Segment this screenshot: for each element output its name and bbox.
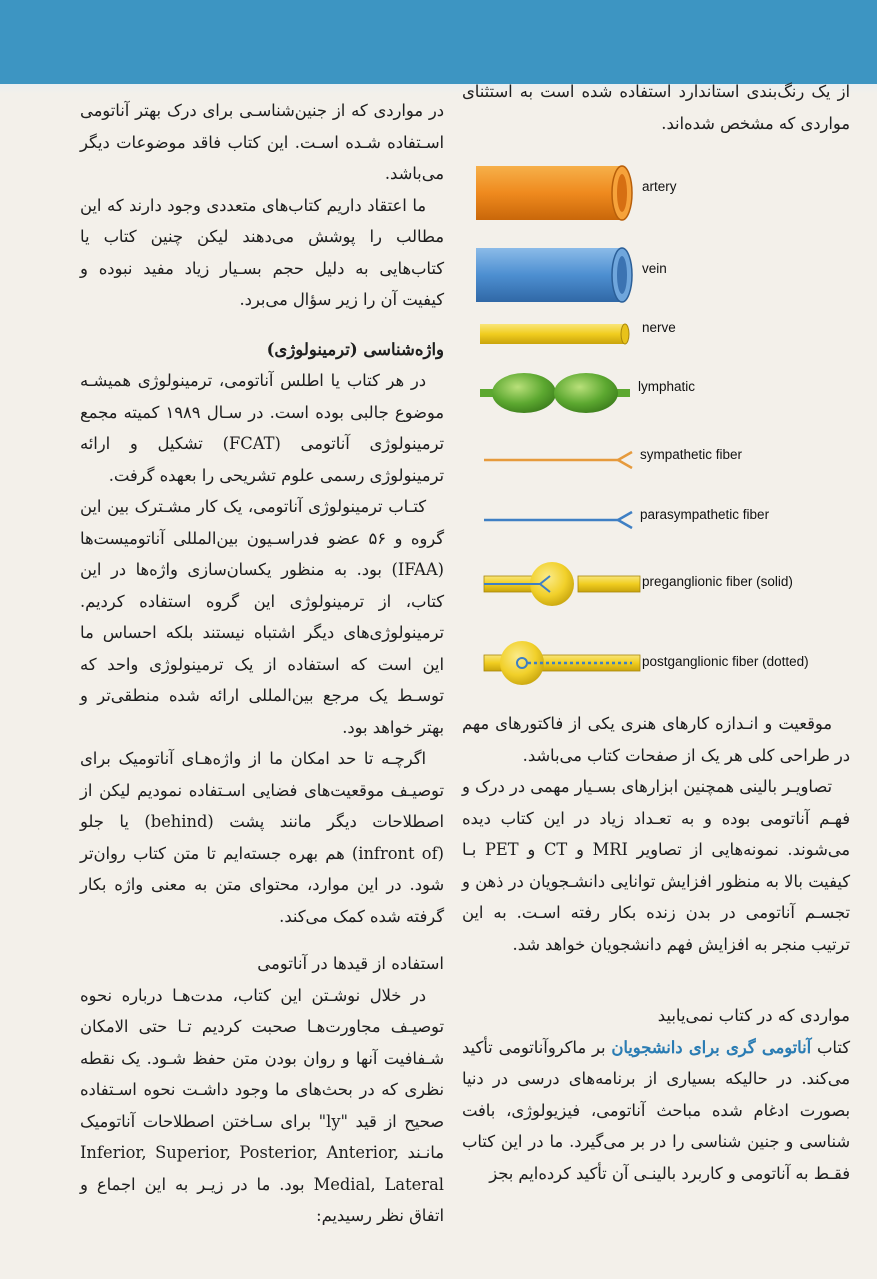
nerve-tube-icon: [478, 322, 638, 348]
book-title-highlight: آناتومی گری برای دانشجویان: [611, 1037, 812, 1057]
imaging-paragraph: تصاویـر بالینی همچنین ابزارهای بسـیار مهمی در درک و فهـم آناتومی بوده و به تعـداد زیاد در این کتاب دیده می‌شوند. نمونه‌هایی از تصاویر MRI و CT و PET بـا کیفیت بالا به منظور افزایش توانایی دانشـجویان در ذهن و تجسـم آناتومی در بدن زنده بکار رفته اسـت. به این ترتیب منجر به افزایش فهم دانشجویان خواهد شد.: [462, 777, 850, 954]
belief-paragraph: ما اعتقاد داریم کتاب‌های متعددی وجود دارند که این مطالب را پوشش می‌دهند لیکن چنین کتاب یا کتاب‌هایی به دلیل حجم بسـیار زیاد مفید نبوده و کیفیت آن را زیر سؤال می‌برد.: [80, 195, 444, 309]
qualifiers-heading: استفاده از قیدها در آناتومی: [257, 954, 444, 973]
terminology-paragraph-1: در هر کتاب یا اطلس آناتومی، ترمینولوژی همیشـه موضوع جالبی بوده است. در سـال ۱۹۸۹ کمیته مجمع ترمینولوژی آناتومی (FCAT) تشکیل و ارائه ترمینولوژی رسمی علوم تشریحی را بعهده گرفت.: [80, 371, 445, 485]
right-column: [462, 76, 850, 139]
missing-heading: مواردی که در کتاب نمی‌یابید: [657, 1006, 850, 1025]
legend-label-preganglionic: preganglionic fiber (solid): [642, 574, 793, 589]
book-rest: بر ماکروآناتومی تأکید می‌کند. در حالیکه بسیاری از برنامه‌های درسی در دنیا بصورت ادغام شده مباحث آناتومی، فیزیولوژی، بافت شناسی و جنین شناسی را در بر می‌گیرد. ما در این کتاب فقـط به آناتومی و کاربرد بالینـی آن تأکید کرده‌ایم بجز: [462, 1037, 850, 1183]
artery-tube-icon: [474, 164, 634, 224]
left-column: [80, 95, 444, 1232]
parasympathetic-fiber-icon: [482, 508, 642, 532]
legend-label-postganglionic: postganglionic fiber (dotted): [642, 654, 809, 669]
terminology-heading: واژه‌شناسی (ترمینولوژی): [266, 339, 444, 359]
legend-label-artery: artery: [642, 179, 677, 194]
structure-color-legend: [462, 146, 854, 706]
book-prefix: کتاب: [817, 1037, 850, 1057]
legend-label-lymphatic: lymphatic: [638, 379, 696, 394]
layout-paragraph: موقعیت و انـدازه کارهای هنری یکی از فاکتورهای مهم در طراحی کلی هر یک از صفحات کتاب می‌باشد.: [462, 714, 850, 765]
terminology-paragraph-2: کتـاب ترمینولوژی آناتومی، یک کار مشـترک بین این گروه و ۵۶ عضو فدراسـیون بین‌المللی آناتومیست‌ها (IFAA) بود. به منظور یکسان‌سازی واژه‌ها در این کتاب، از ترمینولوژی این گروه استفاده کردیم. ترمینولوژی‌های دیگر اشتباه نیستند بلکه احساس ما این است که استفاده از یک ترمینولوژی واحد که توسـط یک مرجع بین‌المللی ارائه شده منطقی‌تر و بهتر خواهد بود.: [80, 497, 444, 737]
book-paragraph: [462, 1032, 850, 1190]
sympathetic-fiber-icon: [482, 446, 642, 470]
page-header-band: [0, 0, 877, 88]
terminology-paragraph-3: اگرچـه تا حد امکان ما از واژه‌هـای آناتومیک برای توصیـف موقعیت‌های فضایی اسـتفاده نمودیم لیکن از اصطلاحات دیگر مانند پشت (behind) یا جلو (infront of) هم بهره جسته‌ایم تا متن کتاب روان‌تر شود. در این موارد، محتوای متن به معنی واژه بکار گرفته شده کمک می‌کند.: [80, 749, 444, 926]
legend-label-vein: vein: [642, 261, 667, 276]
preganglionic-fiber-icon: [482, 560, 642, 610]
postganglionic-fiber-icon: [482, 640, 642, 690]
right-column-missing-section: [462, 1000, 850, 1189]
vein-tube-icon: [474, 246, 634, 306]
lymphatic-node-icon: [478, 366, 638, 420]
legend-label-parasympathetic: parasympathetic fiber: [640, 507, 770, 522]
qualifiers-paragraph: در خلال نوشـتن این کتاب، مدت‌هـا درباره نحوه توصیـف مجاورت‌هـا صحبت کردیم تـا حتی الامکان شـفافیت آنها و روان بودن متن حفظ شـود. یک نقطه نظری که در بحث‌های ما وجود داشـت نحوه اسـتفاده صحیح از قید "ly" برای سـاختن اصطلاحات آناتومیک مانـند Inferior, Superior, Posterior, Anterior, Medial, Lateral بود. ما در زیـر به این اجماع و اتفاق نظر رسیدیم:: [80, 985, 445, 1225]
legend-label-nerve: nerve: [642, 320, 676, 335]
right-column-lower: [462, 708, 850, 960]
embryology-paragraph: در مواردی که از جنین‌شناسـی برای درک بهتر آناتومی اسـتفاده شـده اسـت. این کتاب فاقد موضوعات دیگر می‌باشد.: [80, 101, 444, 183]
legend-label-sympathetic: sympathetic fiber: [640, 447, 743, 462]
intro-paragraph: از یک رنگ‌بندی استاندارد استفاده شده است به استثنای مواردی که مشخص شده‌اند.: [462, 82, 850, 133]
